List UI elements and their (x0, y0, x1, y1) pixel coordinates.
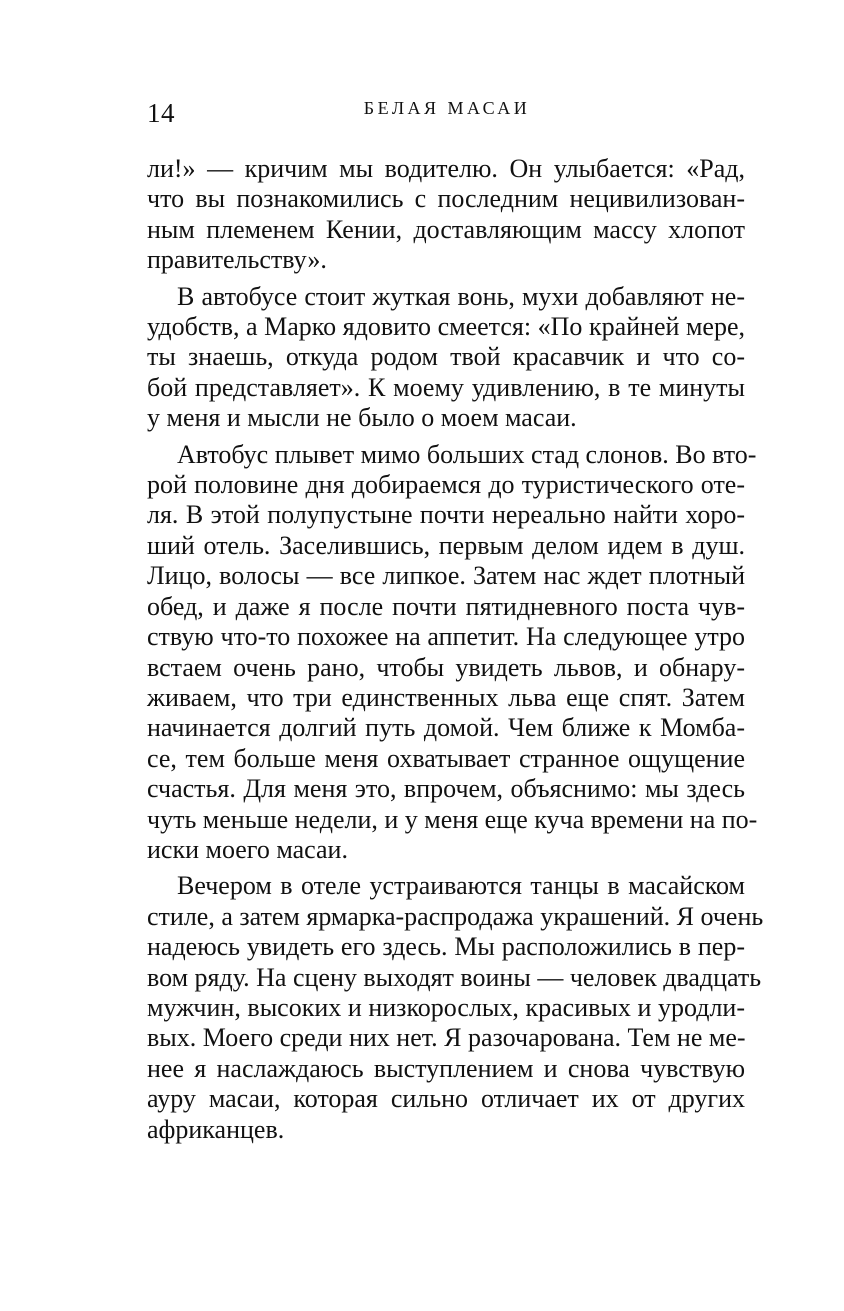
text-line: обед, и даже я после почти пятидневного поста чув- (147, 591, 745, 621)
text-line: В автобусе стоит жуткая вонь, мухи добавляют не- (177, 281, 745, 311)
text-line: счастья. Для меня это, впрочем, объяснимо: мы здесь (147, 774, 745, 804)
text-line: ауру масаи, которая сильно отличает их от других (147, 1084, 745, 1114)
text-line: правительству». (147, 245, 327, 275)
text-line: ствую что-то похожее на аппетит. На следующее утро (147, 622, 745, 652)
text-line: мужчин, высоких и низкорослых, красивых и уродли- (147, 992, 745, 1022)
paragraph (147, 154, 745, 276)
text-line: начинается долгий путь домой. Чем ближе к Момба- (147, 713, 745, 743)
running-title: БЕЛАЯ МАСАИ (363, 98, 531, 118)
text-line: удобств, а Марко ядовито смеется: «По крайней мере, (147, 312, 745, 342)
text-line: надеюсь увидеть его здесь. Мы расположились в пер- (147, 932, 745, 962)
paragraph (147, 282, 745, 434)
text-line: иски моего масаи. (147, 834, 348, 864)
text-line: Вечером в отеле устраиваются танцы в масайском (177, 871, 745, 901)
text-line: рой половине дня добираемся до туристического оте- (147, 470, 745, 500)
text-line: ным племенем Кении, доставляющим массу хлопот (147, 214, 745, 244)
text-line: Лицо, волосы — все липкое. Затем нас ждет плотный (147, 561, 745, 591)
text-line: ший отель. Заселившись, первым делом идем в душ. (147, 530, 745, 560)
text-line: нее я наслаждаюсь выступлением и снова чувствую (147, 1053, 745, 1083)
text-line: стиле, а затем ярмарка-распродажа украшений. Я очень (147, 901, 764, 931)
text-line: вом ряду. На сцену выходят воины — человек двадцать (147, 962, 762, 992)
text-line: чуть меньше недели, и у меня еще куча времени на по- (147, 804, 758, 834)
paragraph (147, 439, 758, 866)
text-line: ты знаешь, откуда родом твой красавчик и что со- (147, 342, 745, 372)
body-text (147, 154, 764, 1145)
text-line: бой представляет». К моему удивлению, в те минуты (147, 372, 745, 402)
text-line: ля. В этой полупустыне почти нереально найти хоро- (147, 500, 745, 530)
text-line: что вы познакомились с последним нецивилизован- (147, 184, 745, 214)
text-line: ли!» — кричим мы водителю. Он улыбается: «Рад, (147, 154, 745, 183)
paragraph (147, 871, 764, 1145)
text-line: у меня и мысли не было о моем масаи. (147, 403, 577, 433)
text-line: Автобус плывет мимо больших стад слонов. Во вто- (177, 439, 757, 469)
page-number: 14 (147, 98, 175, 128)
text-line: живаем, что три единственных льва еще спят. Затем (147, 682, 745, 712)
text-line: африканцев. (147, 1114, 285, 1144)
text-line: встаем очень рано, чтобы увидеть львов, и обнару- (147, 652, 745, 682)
text-line: вых. Моего среди них нет. Я разочарована. Тем не ме- (147, 1023, 746, 1053)
text-line: се, тем больше меня охватывает странное ощущение (147, 743, 745, 773)
running-head (147, 92, 747, 132)
